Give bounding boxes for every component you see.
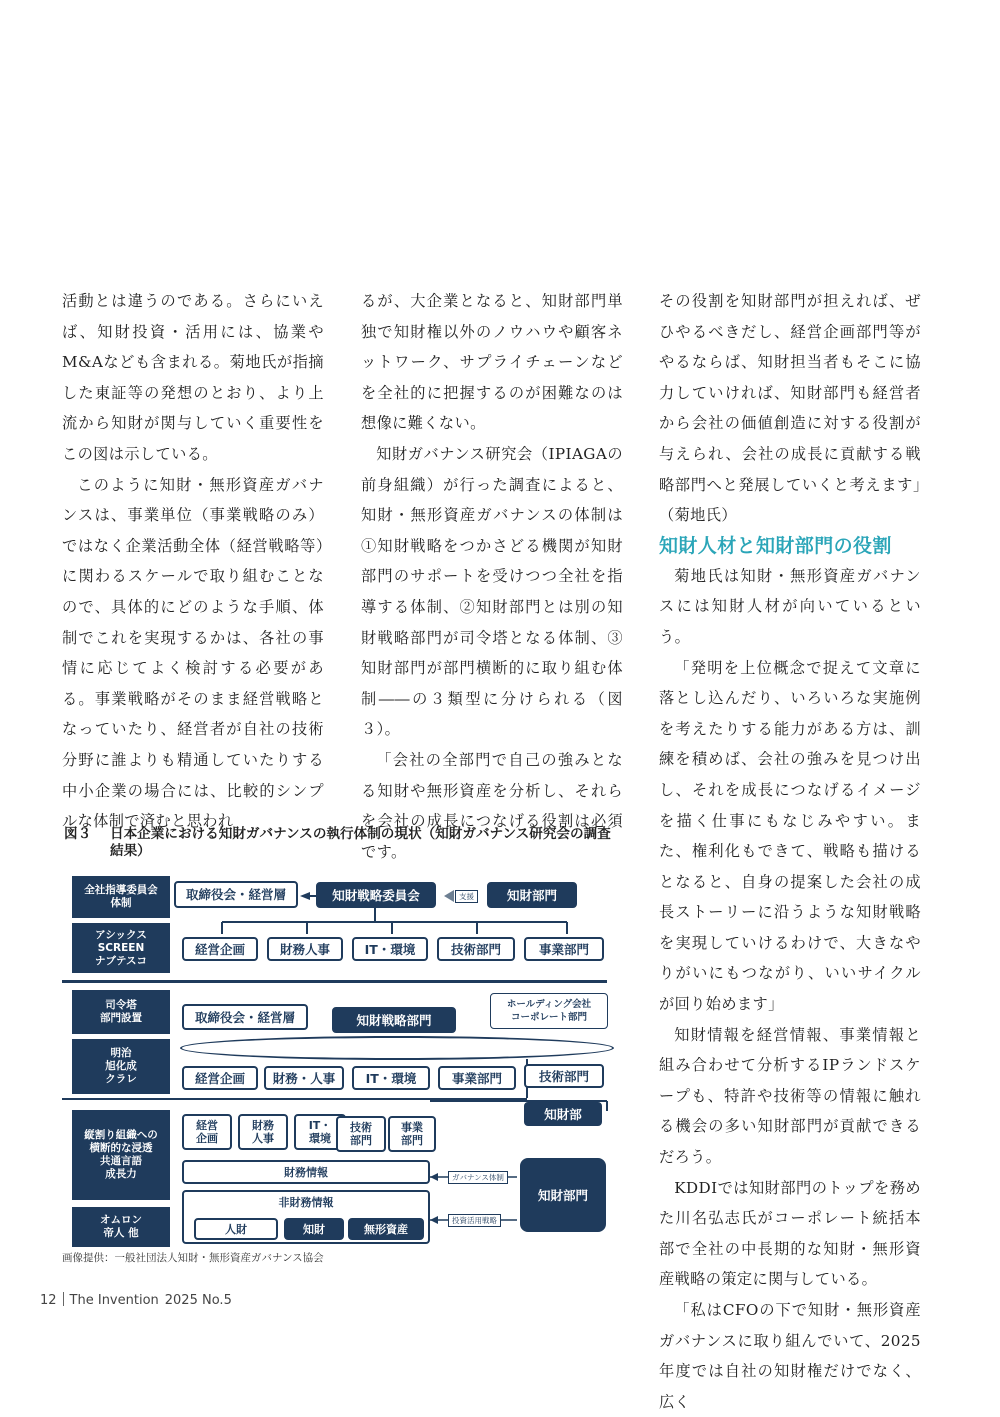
footer-divider bbox=[63, 1292, 64, 1306]
paragraph: るが、大企業となると、知財部門単独で知財権以外のノウハウや顧客ネットワーク、サプライチェーンなどを全社的に把握するのが困難なのは想像に難くない。 bbox=[361, 292, 623, 433]
label-committee-system: 全社指導委員会 体制 bbox=[72, 876, 170, 918]
dept-box: 財務人事 bbox=[267, 937, 343, 961]
magazine-name: The Invention bbox=[69, 1293, 159, 1308]
dept-box: 事業 部門 bbox=[388, 1116, 436, 1152]
paragraph: このように知財・無形資産ガバナンスは、事業単位（事業戦略のみ）ではなく企業活動全体（経営戦略等）に関わるスケールで取り組むことなので、具体的にどのような手順、体制でこれを実現するかは、各社の事情に応じてよく検討する必要がある。事業戦略がそのまま経営戦略となっていたり、経営者が自社の技術分野に誰よりも精通していたりする中小企業の場合には、比較的シンプルな体制で済むと思われ bbox=[62, 475, 324, 831]
dept-box: 事業部門 bbox=[438, 1066, 516, 1090]
label-companies-3: オムロン 帝人 他 bbox=[72, 1207, 170, 1247]
figure-number: 図３ bbox=[64, 826, 92, 842]
dept-box: 経営 企画 bbox=[182, 1114, 232, 1150]
investment-tag: 投資活用戦略 bbox=[448, 1214, 501, 1227]
support-tag: 支援 bbox=[455, 890, 478, 903]
paragraph: KDDIでは知財部門のトップを務めた川名弘志氏がコーポレート統括本部で全社の中長期的な知財・無形資産戦略の策定に関与している。 bbox=[659, 1178, 921, 1289]
board-box: 取締役会・経営層 bbox=[174, 881, 298, 908]
paragraph: 「発明を上位概念で捉えて文章に落とし込んだり、いろいろな実施例を考えたりする能力がある方は、訓練を積めば、会社の強みを見つけ出し、それを成長につなげるイメージを描く仕事にもなじみやすい。また、権利化もできて、戦略も描けるとなると、自身の提案した会社の成長ストーリーに沿うような知財戦略を実現していけるわけで、大きなやりがいにもつながり、いいサイクルが回り始めます」 bbox=[659, 658, 921, 1014]
page-footer bbox=[40, 1292, 238, 1308]
paragraph: その役割を知財部門が担えれば、ぜひやるべきだし、経営企画部門等がやるならば、知財担当者もそこに協力していければ、知財部門も経営者から会社の価値創造に対する役割が与えられ、会社の成長に貢献する戦略部門へと発展していくと考えます」（菊地氏） bbox=[659, 292, 921, 525]
figure-caption-text: 日本企業における知財ガバナンスの執行体制の現状（知財ガバナンス研究会の調査結果） bbox=[110, 826, 611, 859]
nonfinancial-info-label: 非財務情報 bbox=[278, 1196, 334, 1209]
dept-box: 経営企画 bbox=[182, 937, 258, 961]
page-number: 12 bbox=[40, 1293, 57, 1308]
paragraph: 活動とは違うのである。さらにいえば、知財投資・活用には、協業やM&Aなども含まれる。菊地氏が指摘した東証等の発想のとおり、より上流から知財が関与していく重要性をこの図は示している。 bbox=[62, 292, 324, 463]
dept-box: 財務・人事 bbox=[264, 1066, 344, 1090]
issue-number: 2025 No.5 bbox=[164, 1293, 232, 1308]
ip-strategy-dept-box: 知財戦略部門 bbox=[332, 1007, 456, 1033]
text-column-3 bbox=[659, 286, 921, 1417]
nf-item-box: 知財 bbox=[284, 1218, 344, 1240]
dept-box: 財務 人事 bbox=[238, 1114, 288, 1150]
ip-dept-box: 知財部門 bbox=[520, 1158, 606, 1232]
label-cross-functional: 縦割り組織への 横断的な浸透 共通言語 成長力 bbox=[72, 1110, 170, 1200]
paragraph: 知財情報を経営情報、事業情報と組み合わせて分析するIPランドスケープも、特許や技術等の情報に触れる機会の多い知財部門が貢献できるだろう。 bbox=[659, 1025, 921, 1167]
section-heading: 知財人材と知財部門の役割 bbox=[659, 534, 892, 557]
label-control-tower: 司令塔 部門設置 bbox=[72, 990, 170, 1034]
governance-diagram bbox=[62, 876, 622, 1248]
section-divider bbox=[62, 980, 607, 983]
dept-box: 経営企画 bbox=[182, 1066, 258, 1090]
text-column-2 bbox=[361, 286, 623, 867]
dept-box: IT・環境 bbox=[352, 1066, 430, 1090]
board-box: 取締役会・経営層 bbox=[182, 1004, 308, 1030]
financial-info-box: 財務情報 bbox=[182, 1160, 430, 1184]
paragraph: 「私はCFOの下で知財・無形資産ガバナンスに取り組んでいて、2025年度では自社の知財権だけでなく、広く bbox=[659, 1301, 921, 1411]
governance-tag: ガバナンス体制 bbox=[448, 1171, 508, 1184]
cross-dept-ellipse bbox=[180, 1036, 614, 1060]
dept-box: IT・環境 bbox=[352, 937, 428, 961]
image-credit: 画像提供：一般社団法人知財・無形資産ガバナンス協会 bbox=[62, 1252, 324, 1264]
figure-caption bbox=[64, 826, 622, 860]
nf-item-box: 無形資産 bbox=[348, 1218, 424, 1240]
ip-dept-box: 知財部門 bbox=[487, 882, 577, 908]
text-column-1 bbox=[62, 286, 324, 837]
nf-item-box: 人財 bbox=[194, 1218, 278, 1240]
ip-strategy-committee-box: 知財戦略委員会 bbox=[316, 882, 436, 908]
paragraph: 菊地氏は知財・無形資産ガバナンスには知財人材が向いているという。 bbox=[659, 566, 921, 646]
dept-box: 技術部門 bbox=[524, 1064, 604, 1088]
paragraph: 知財ガバナンス研究会（IPIAGAの前身組織）が行った調査によると、知財・無形資産ガバナンスの体制は①知財戦略をつかさどる機関が知財部門のサポートを受けつつ全社を指導する体制、②知財部門とは別の知財戦略部門が司令塔となる体制、③知財部門が部門横断的に取り組む体制――の３類型に分けられる（図３）。 bbox=[361, 444, 623, 739]
dept-box: 技術部門 bbox=[437, 937, 515, 961]
holding-company-box: ホールディング会社 コーポレート部門 bbox=[490, 993, 608, 1029]
dept-box: IT・ 環境 bbox=[294, 1114, 346, 1150]
dept-box: 技術 部門 bbox=[336, 1116, 386, 1152]
ip-dept-box: 知財部 bbox=[524, 1102, 602, 1126]
figure-3 bbox=[62, 826, 622, 1239]
label-companies-2: 明治 旭化成 クラレ bbox=[72, 1039, 170, 1094]
dept-box: 事業部門 bbox=[524, 937, 604, 961]
paragraph: 「会社の全部門で自己の強みとなる知財や無形資産を分析し、それらを会社の成長につなげる役割は必須です。 bbox=[361, 750, 623, 861]
label-companies-1: アシックス SCREEN ナブテスコ bbox=[72, 923, 170, 973]
